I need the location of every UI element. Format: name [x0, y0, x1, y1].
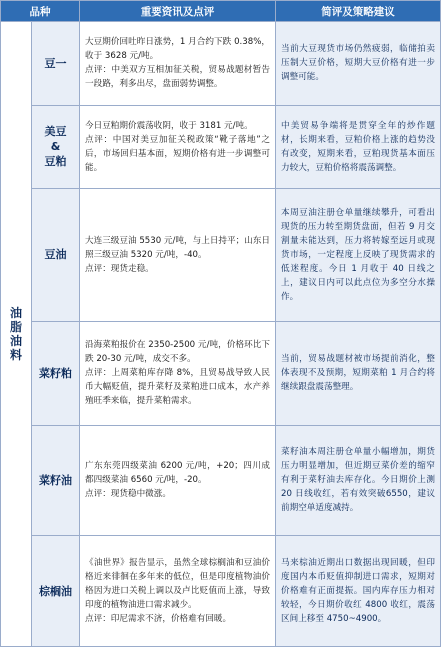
item-label-line: 美豆: [44, 125, 67, 139]
item-label-line: 豆粕: [44, 155, 67, 169]
header-strategy: 简评及策略建议: [276, 1, 441, 22]
news-text: 大连三级豆油 5530 元/吨，与上日持平；山东日照三级豆油 5320 元/吨，-40。 点评：现货走稳。: [85, 235, 270, 274]
item-label: 菜籽油: [39, 473, 72, 487]
group-label-char: 料: [9, 348, 22, 362]
news-cell: [80, 536, 276, 647]
header-variety: 品种: [1, 1, 80, 22]
item-label: 豆油: [44, 248, 67, 262]
strategy-cell: [276, 189, 441, 322]
table-row-soybean-oil: [1, 189, 441, 322]
item-name: [32, 321, 80, 425]
strategy-cell: [276, 22, 441, 106]
item-name: [32, 425, 80, 536]
strategy-cell: [276, 425, 441, 536]
table-row-rapeseed-meal: [1, 321, 441, 425]
news-cell: [80, 321, 276, 425]
strategy-cell: [276, 536, 441, 647]
strategy-text: 马来棕油近期出口数据出现回暖，但印度国内本币贬值抑制进口需求，短期对价格难有正面提振。国内库存压力相对较轻，今日期价收红 4800 收红，震荡区间上移至 4750~4900。: [281, 558, 435, 625]
news-text: 广东东莞四级菜油 6200 元/吨，+20；四川成都四级菜油 6560 元/吨，-20。 点评：现货稳中微涨。: [85, 461, 270, 500]
group-label-oils: [1, 22, 32, 647]
item-label: 豆一: [44, 56, 67, 70]
item-name: [32, 22, 80, 106]
item-name: [32, 536, 80, 647]
table-row-rapeseed-oil: [1, 425, 441, 536]
news-cell: [80, 189, 276, 322]
strategy-text: 菜籽油本周注册仓单量小幅增加，期货压力明显增加，但近期豆菜价差的缩窄有利于菜籽油去库存化。今日期价上测 20 日线收红，若有效突破6550，建议前期空单适度减持。: [281, 447, 435, 514]
strategy-text: 当前，贸易战题材被市场提前消化，整体表现不及预期，短期菜粕 1 月合约将继续跟盘震荡整理。: [281, 354, 435, 393]
item-name: [32, 189, 80, 322]
news-cell: [80, 425, 276, 536]
table-header-row: [1, 1, 441, 22]
item-name: [32, 105, 80, 189]
strategy-text: 当前大豆现货市场仍然疲弱，临储拍卖压制大豆价格，短期大豆价格有进一步调整可能。: [281, 44, 435, 83]
strategy-cell: [276, 321, 441, 425]
group-label-char: 油: [9, 306, 22, 320]
item-label-line: &: [50, 140, 61, 154]
group-label-char: 油: [9, 334, 22, 348]
table-row-soybean-one: [1, 22, 441, 106]
item-label: 菜籽粕: [39, 366, 72, 380]
news-text: 沿海菜粕报价在 2350-2500 元/吨，价格环比下跌 20-30 元/吨，成交不多。 点评：上周菜粕库存降 8%，且贸易战导致人民币大幅贬值，提升菜籽及菜粕进口成本，水产养殖旺季来临，提升菜粕需求。: [85, 340, 270, 407]
strategy-cell: [276, 105, 441, 189]
strategy-text: 本周豆油注册仓单量继续攀升，可看出现货的压力转至期货盘面，但若 9 月交割量未能达到，压力将转嫁至远月或现货市场，一定程度上反映了现货需求的低迷程度。今日 1 月收于 40 日线之上，建议日内可以此点位为多空分水操作。: [281, 207, 435, 302]
news-text: 今日豆粕期价震荡收阴，收于 3181 元/吨。 点评：中国对美豆加征关税政策“靴子落地”之后，市场回归基本面，短期价格有进一步调整可能。: [85, 120, 270, 173]
group-label-text: [1, 306, 31, 362]
header-news: 重要资讯及点评: [80, 1, 276, 22]
news-text: 《油世界》报告显示，虽然全球棕榈油和豆油价格近来徘徊在多年来的低位，但是印度植物油价格因为进口关税上调以及卢比贬值而上涨，导致印度的植物油进口需求减少。 点评：印尼需求不济，价格难有回暖。: [85, 558, 270, 625]
table-row-us-soy-meal: [1, 105, 441, 189]
news-text: 大豆期价回吐昨日涨势，1 月合约下跌 0.38%，收于 3628 元/吨。 点评：中美双方互相加征关税，贸易战题材暂告一段路，利多出尽，盘面弱势调整。: [85, 37, 270, 90]
table-row-palm-oil: [1, 536, 441, 647]
strategy-text: 中美贸易争端将是贯穿全年的炒作题材，长期来看，豆粕价格上涨的趋势没有改变，短期来看，豆粕现货基本面压力较大，豆粕价格将震荡调整。: [281, 120, 435, 173]
news-cell: [80, 22, 276, 106]
group-label-char: 脂: [9, 320, 22, 334]
item-label: 棕榈油: [39, 584, 72, 598]
news-cell: [80, 105, 276, 189]
